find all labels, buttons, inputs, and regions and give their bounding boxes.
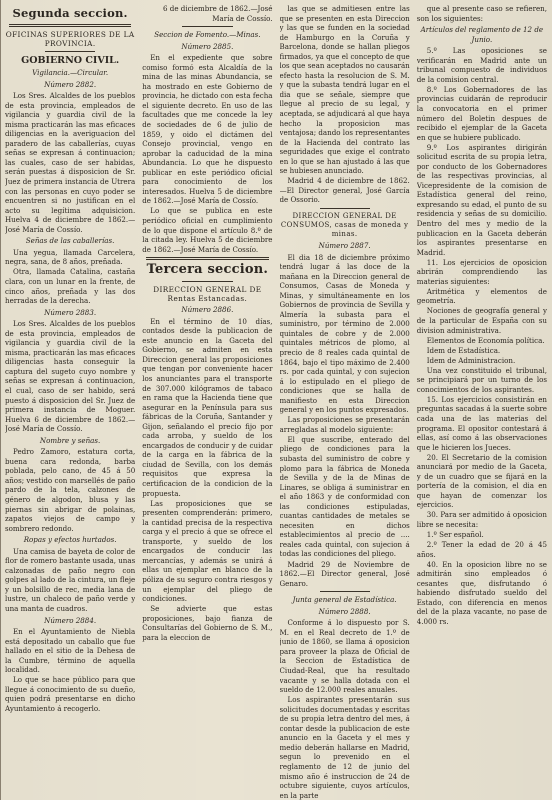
subheading: Ropas y efectos hurtados. [23,535,117,545]
paragraph: Los Sres. Alcaldes de los pueblos de esta provincia, empleados de vigilancia y guardia civil de la misma practicarán las mas eficaces diligencias en la averiguacion del paradero de las caballerías, cuyas señas se expresan á continuacion; las cuales, caso de ser habidas, serán puestas á disposicion de Sr. Juez de primera instancia de Utrera con las personas en cuyo poder se encuentren si no justifican en el acto su legítima adquisicion. Huelva 4 de diciembre de 1862.—José María de Cossío. [5,91,136,234]
paragraph: Elementos de Economía política. [426,335,545,345]
notice-number: Número 2884. [44,615,97,625]
paragraph: Una camisa de bayeta de color de flor de romero bastante usada, unas calzonadas de paño negro con golpes al lado de la cintura, un fleje y un bolsillo de rec, media lana de lustre, un chaleco de paño verde y una manta de cuadros. [5,546,136,614]
junta-heading: Junta general de Estadística. [292,595,397,605]
notice-number: Número 2883. [44,307,97,317]
paragraph: 9.º Los aspirantes dirigirán solicitud escrita de su propia letra, por conducto de los Gobernadores de las respectivas provincias, al Vicepresidente de la comision de Estadística general del reino, expresando su edad, el punto de su residencia y señas de su domicilio. Dentro del mes y medio de la publicacion en la Gaceta deberán los aspirantes presentarse en Madrid. [416,142,547,257]
paragraph: Otra, llamada Catalina, castaña clara, con un lunar en la frente, de cinco años, preñada y las dos herradas de la derecha. [5,267,136,306]
direccion-heading: DIRECCION GENERAL DE CONSUMOS, casas de moneda y minas. [280,211,409,238]
paragraph: Madrid 29 de Noviembre de 1862.—El Director general, José Genaro. [279,559,410,588]
paragraph: Madrid 4 de diciembre de 1862.—El Director general, José García de Ossorio. [279,176,410,205]
paragraph: Se advierte que estas proposiciones, bajo fianza de Consultarías del Gobierno de S. M., para la eleccion de [142,604,273,642]
paragraph: las que se admitiesen entre las que se presenten en esta Direccion y las que se funden en la sociedad de Hamburgo en la Coruña y Barcelona, donde se hallan pliegos firmados, ya que el concepto de que los que sean aceptados no causarán efecto hasta la resolucion de S. M. y que la subasta tendrá lugar en el dia que se señale, siempre que llegue al precio de su legal, y aceptada, se adjudicará al que haya hecho la proposicion mas ventajosa; dando los representantes de la Hacienda del contrato las seguridades que exige el contrato en lo que se han ajustado á las que se hubiesen anunciado. [279,4,410,176]
divider [182,281,232,282]
articulos-heading: Artículos del reglamento de 12 de Junio. [420,25,544,44]
paragraph: 20. El Secretario de la comision anunciará por medio de la Gaceta, y de un cuadro que se fijará en la portería de la comision, el dia en que hayan de comenzar los ejercicios. [416,452,547,510]
divider [45,51,95,52]
paragraph: 40. En la oposicion libre no se admitirán sino empleados ó cesantes que, disfrutando ó habiendo disfrutado sueldo del Estado, con diferencia en menos del de la plaza vacante, no pase de 4.000 rs. [416,559,547,626]
column-1 [5,4,135,800]
notice-number: Número 2886. [181,305,234,315]
paragraph: En el expediente que sobre comiso formó esta Alcaldía de la mina de las minas Abundancia, se ha mostrado en este Gobierno de provincia, he dictado con esta fecha el siguiente decreto. En uso de las facultades que me concede la ley de sociedades de 6 de julio de 1859, y oido el dictámen del Consejo provincial, vengo en aprobar la caducidad de la mina Abundancia. Lo que he dispuesto publicar en este periódico oficial para conocimiento de los interesados. Huelva 5 de diciembre de 1862.—José María de Cossío. [142,53,273,206]
paragraph: Una vez constituido el tribunal, se principiará por un turno de los conocimientos de los aspirantes. [416,365,547,394]
paragraph: El dia 18 de diciembre próximo tendrá lugar á las doce de la mañana en la Direccion general de Consumos, Casas de Moneda y Minas, y simultáneamente en los Gobiernos de provincia de Sevilla y Almería la subasta para el suministro, por término de 2.000 quintales de cobre y de 2.000 quintales métricos de plomo, al precio de 8 reales cada quintal de 1864, bajo el tipo máximo de 2.400 rs. por cada quintal, y con sujecion á lo estipulado en el pliego de condiciones que se halla de manifiesto en esta Direccion general y en los puntos expresados. [279,252,410,415]
section-title: Tercera seccion. [146,262,269,278]
divider [320,208,370,209]
paragraph: 1.º Ser español. [426,530,484,540]
paragraph: Idem de Administracion. [426,355,516,365]
paragraph: 11. Los ejercicios de oposicion abrirán comprendiendo las materias siguientes: [416,257,547,286]
section-title: Segunda seccion. [12,6,128,20]
divider [9,24,131,27]
paragraph: Lo que se publica en este periódico oficial en cumplimiento de lo que dispone el artículo 8.º de la citada ley. Huelva 5 de diciembre de 1862.—José María de Cossío. [142,206,273,254]
paragraph: 8.º Los Gobernadores de las provincias cuidarán de reproducir la convocatoria en el primer número del Boletin despues de recibido el ejemplar de la Gaceta en que se hubiere publicado. [416,84,547,142]
paragraph: Idem de Estadística. [426,345,501,355]
paragraph: 5.º Las oposiciones se verificarán en Madrid ante un tribunal compuesto de individuos de la comision central. [416,46,547,84]
paragraph: Pedro Zamoro, estatura corta, buena cara redonda, barba poblada, pelo cano, de 45 á 50 años; vestido con marsellés de paño pardo de la tela, calzones de género de algodon, blusa y las piernas sin abrigar de polainas, zapatos viejos de campo y sombrero redondo. [5,447,136,533]
divider [320,591,370,592]
paragraph: Lo que se hace público para que llegue á conocimiento de su dueño, quien podrá presentarse en dicho Ayuntamiento á recogerlo. [5,675,136,713]
paragraph: 30. Para ser admitido á oposicion libre se necesita: [416,510,547,529]
notice-number: Número 2882. [44,79,97,89]
column-3 [280,4,410,800]
notice-number: Número 2885. [181,41,234,51]
paragraph: Aritmética y elementos de geometría. [416,286,547,306]
column-2 [142,4,272,800]
gobierno-heading: GOBIERNO CIVIL. [21,55,120,66]
paragraph: 15. Los ejercicios consistirán en preguntas sacadas á la suerte sobre cada una de las materias del programa. El opositor contestará á ellas, así como á las observaciones que le hicieren los Jueces. [416,394,547,452]
paragraph: Los aspirantes presentarán sus solicitudes documentadas y escritas de su propia letra dentro del mes, á contar desde la publicacion de este anuncio en la Gaceta y el mes y medio deberán hallarse en Madrid, segun lo prevenido en el reglamento de 12 de junio del mismo año é instruccion de 24 de octubre siguiente, cuyos artículos, en la parte [279,695,410,800]
paragraph: Nociones de geografía general y de la particular de España con su division administrativa. [416,306,547,335]
paragraph: Los Sres. Alcaldes de los pueblos de esta provincia, empleados de vigilancia y guardia civil de la misma, practicarán las mas eficaces diligencias hasta conseguir la captura del sugeto cuyo nombre y señas se expresan á continuacion, el cual, caso de ser habido, será puesto á disposicion del Sr. Juez de primera instancia de Moguer. Huelva 6 de diciembre de 1862.—José María de Cossío. [5,319,136,434]
paragraph: Las proposiciones que se presenten comprenderán: primero, la cantidad precisa de la respectiva carga y el precio á que se ofrece el transporte, y sueldo de los encargados de conducir las mercancías, y además se unirá á ellas un ejemplar en blanco de la póliza de su seguro contra riesgos y un ejemplar del pliego de condiciones. [142,498,273,604]
direccion-heading: DIRECCION GENERAL DE Rentas Estancadas. [153,285,262,304]
paragraph: El que suscribe, enterado del pliego de condiciones para la subasta del suministro de cobre y plomo para la fábrica de Moneda de Sevilla y de la de Minas de Linares, se obliga á suministrar en el año 1863 y de conformidad con las condiciones estipuladas, cuantas cantidades de metales se necesiten en dichos establecimientos al precio de .... reales cada quintal, con sujecion á todas las condiciones del pliego. [279,434,410,559]
notice-number: Número 2888. [318,606,371,616]
notice-number: Número 2887. [318,240,371,250]
vigilancia-heading: Vigilancia.—Circular. [32,68,109,77]
paragraph: En el Ayuntamiento de Niebla está depositado un caballo que fue hallado en el sitio de la Dehesa de la Cumbre, término de aquella localidad. [5,627,136,675]
paragraph: que al presente caso se refieren, son los siguientes: [416,4,547,23]
fomento-heading: Seccion de Fomento.—Minas. [154,30,261,40]
subheading: Señas de las caballerías. [25,236,115,246]
paragraph: En el término de 10 días, contados desde la publicacion de este anuncio en la Gaceta del Gobierno, se admiten en esta Direccion general las proposiciones que tengan por conveniente hacer los anunciantes para el transporte de 307.000 kilógramos de tabaco en rama que la Hacienda tiene que asegurar en la Península para sus fábricas de la Coruña, Santander y Gijon, señalando el precio fijo por cada arroba, y sueldo de los encargados de conducir y de cuidar de la carga en la fábrica de la ciudad de Sevilla, con los demás requisitos que expresa la certificacion de la condicion de la propuesta. [142,316,273,498]
divider [146,257,268,260]
column-4 [417,4,547,800]
paragraph: Una yegua, llamada Carcelera, negra, sana, de 8 años, preñada. [5,247,136,267]
office-heading: OFICINAS SUPERIORES DE LA PROVINCIA. [5,30,135,48]
paragraph: 2.º Tener la edad de 20 á 45 años. [416,540,547,559]
paragraph: Conforme á lo dispuesto por S. M. en el Real decreto de 1.º de junio de 1860, se llama á oposicion para proveer la plaza de Oficial de la Seccion de Estadística de Ciudad-Real, que ha resultado vacante y se halla dotada con el sueldo de 12.000 reales anuales. [279,618,410,695]
paragraph: Las proposiciones se presentarán arregladas al modelo siguiente: [279,415,410,434]
subheading: Nombre y señas. [39,435,101,445]
paragraph: 6 de diciembre de 1862.—José María de Cossío. [163,4,273,23]
divider [182,26,232,27]
